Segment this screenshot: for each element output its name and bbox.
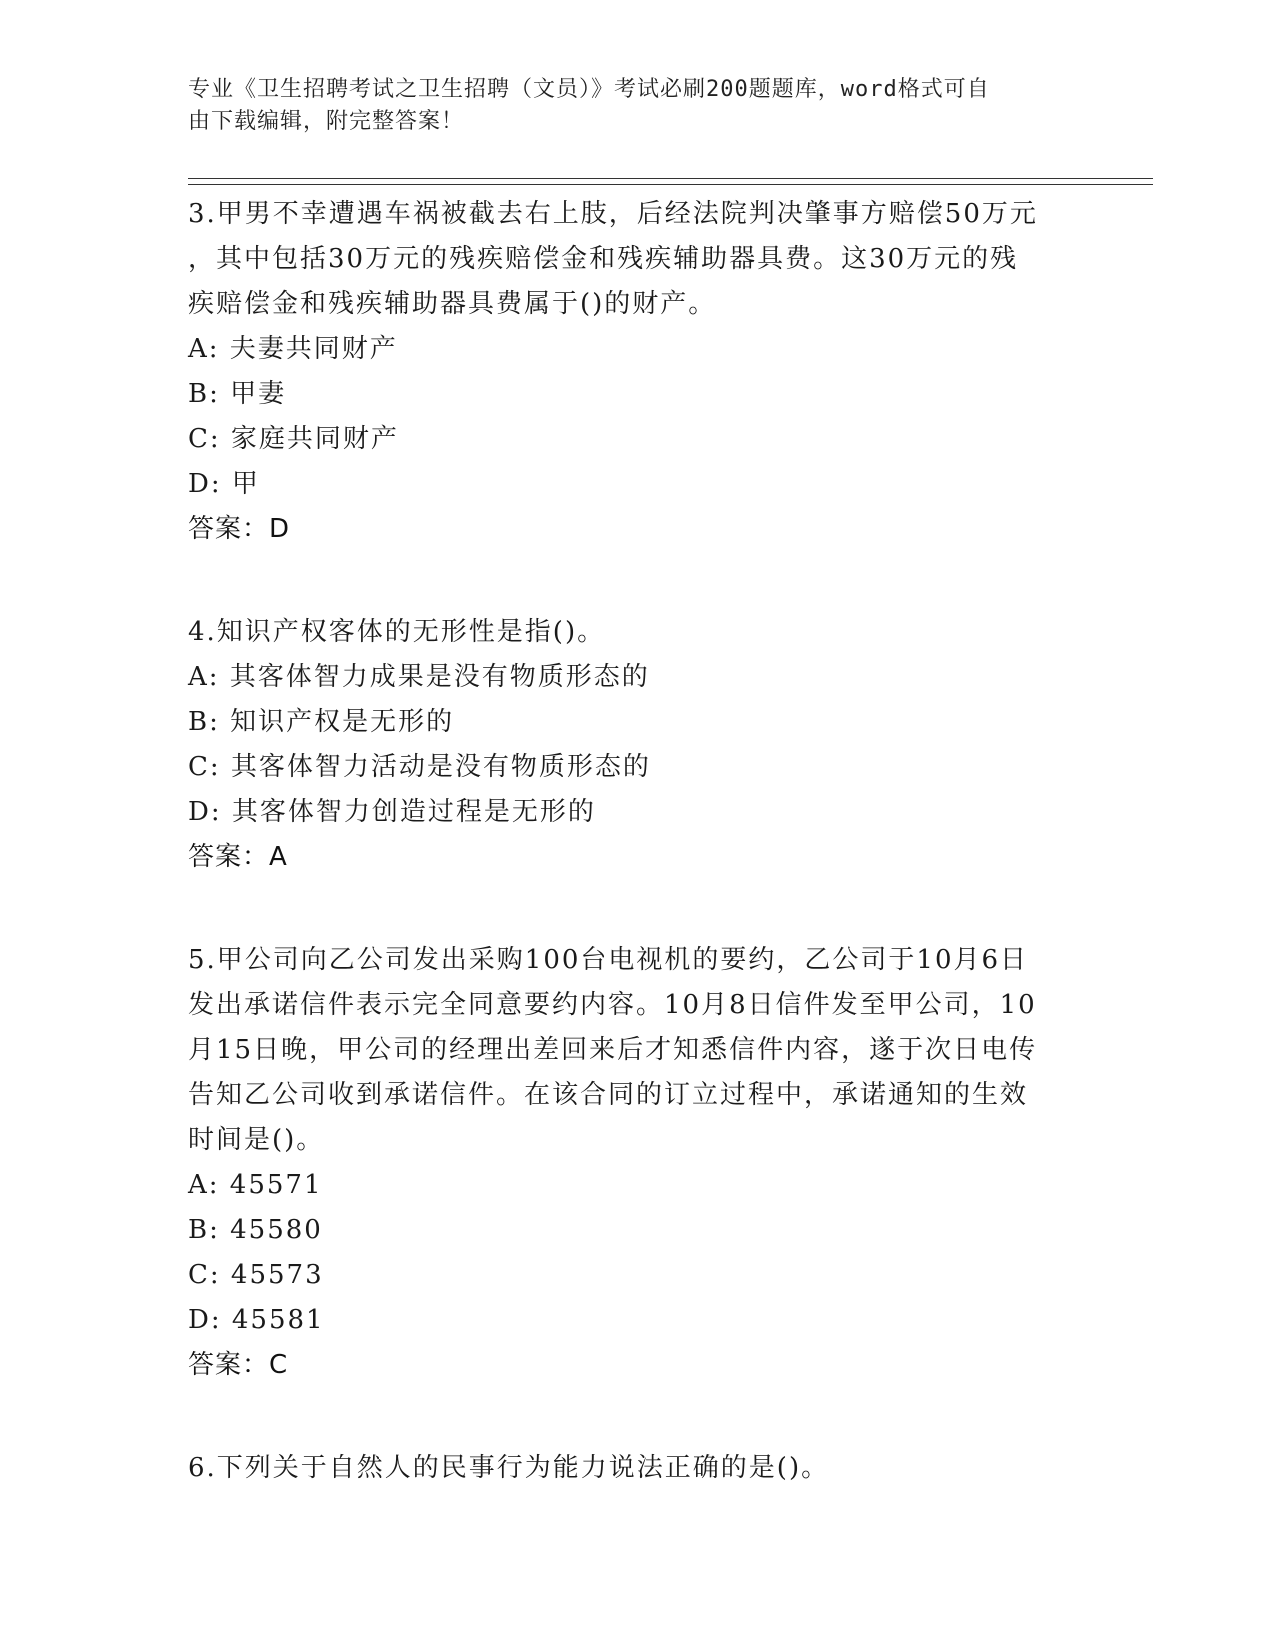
header-divider-bottom bbox=[188, 184, 1153, 185]
question-stem-line: 月15日晚，甲公司的经理出差回来后才知悉信件内容，遂于次日电传 bbox=[188, 1035, 1038, 1065]
question-stem-line: 疾赔偿金和残疾辅助器具费属于()的财产。 bbox=[188, 289, 717, 319]
question-6 bbox=[188, 1446, 1088, 1491]
question-stem bbox=[188, 192, 1068, 327]
question-5 bbox=[188, 938, 1088, 1388]
option-c: C: 45573 bbox=[188, 1260, 324, 1290]
option-b: B: 甲妻 bbox=[188, 379, 287, 409]
question-3 bbox=[188, 192, 1088, 552]
option-b: B: 45580 bbox=[188, 1215, 323, 1245]
question-list bbox=[188, 192, 1088, 1491]
question-stem bbox=[188, 1446, 1068, 1491]
option-d: D: 45581 bbox=[188, 1305, 325, 1335]
option-d: D: 甲 bbox=[188, 469, 260, 499]
option-c: C: 其客体智力活动是没有物质形态的 bbox=[188, 752, 651, 782]
option-a: A: 45571 bbox=[188, 1170, 323, 1200]
question-stem-line: 4.知识产权客体的无形性是指()。 bbox=[188, 617, 606, 647]
question-stem bbox=[188, 610, 1068, 655]
question-stem-line: 3.甲男不幸遭遇车祸被截去右上肢，后经法院判决肇事方赔偿50万元 bbox=[188, 199, 1038, 229]
question-stem-line: 发出承诺信件表示完全同意要约内容。10月8日信件发至甲公司，10 bbox=[188, 990, 1037, 1020]
question-stem bbox=[188, 938, 1068, 1163]
option-b: B: 知识产权是无形的 bbox=[188, 707, 455, 737]
header-line-1: 专业《卫生招聘考试之卫生招聘（文员）》考试必刷200题题库，word格式可自 bbox=[188, 77, 990, 102]
header-divider-top bbox=[188, 178, 1153, 179]
question-4 bbox=[188, 610, 1088, 880]
option-c: C: 家庭共同财产 bbox=[188, 424, 399, 454]
question-stem-line: 时间是()。 bbox=[188, 1125, 325, 1155]
answer: 答案：D bbox=[188, 514, 291, 544]
option-a: A: 夫妻共同财产 bbox=[188, 334, 398, 364]
option-d: D: 其客体智力创造过程是无形的 bbox=[188, 797, 596, 827]
option-a: A: 其客体智力成果是没有物质形态的 bbox=[188, 662, 650, 692]
question-stem-line: 告知乙公司收到承诺信件。在该合同的订立过程中，承诺通知的生效 bbox=[188, 1080, 1029, 1110]
answer: 答案：A bbox=[188, 842, 288, 872]
question-stem-line: 6.下列关于自然人的民事行为能力说法正确的是()。 bbox=[188, 1453, 830, 1483]
document-header bbox=[188, 74, 1068, 138]
question-stem-line: 5.甲公司向乙公司发出采购100台电视机的要约，乙公司于10月6日 bbox=[188, 945, 1029, 975]
header-line-2: 由下载编辑，附完整答案！ bbox=[188, 109, 465, 134]
question-stem-line: ，其中包括30万元的残疾赔偿金和残疾辅助器具费。这30万元的残 bbox=[188, 244, 1019, 274]
answer: 答案：C bbox=[188, 1350, 289, 1380]
